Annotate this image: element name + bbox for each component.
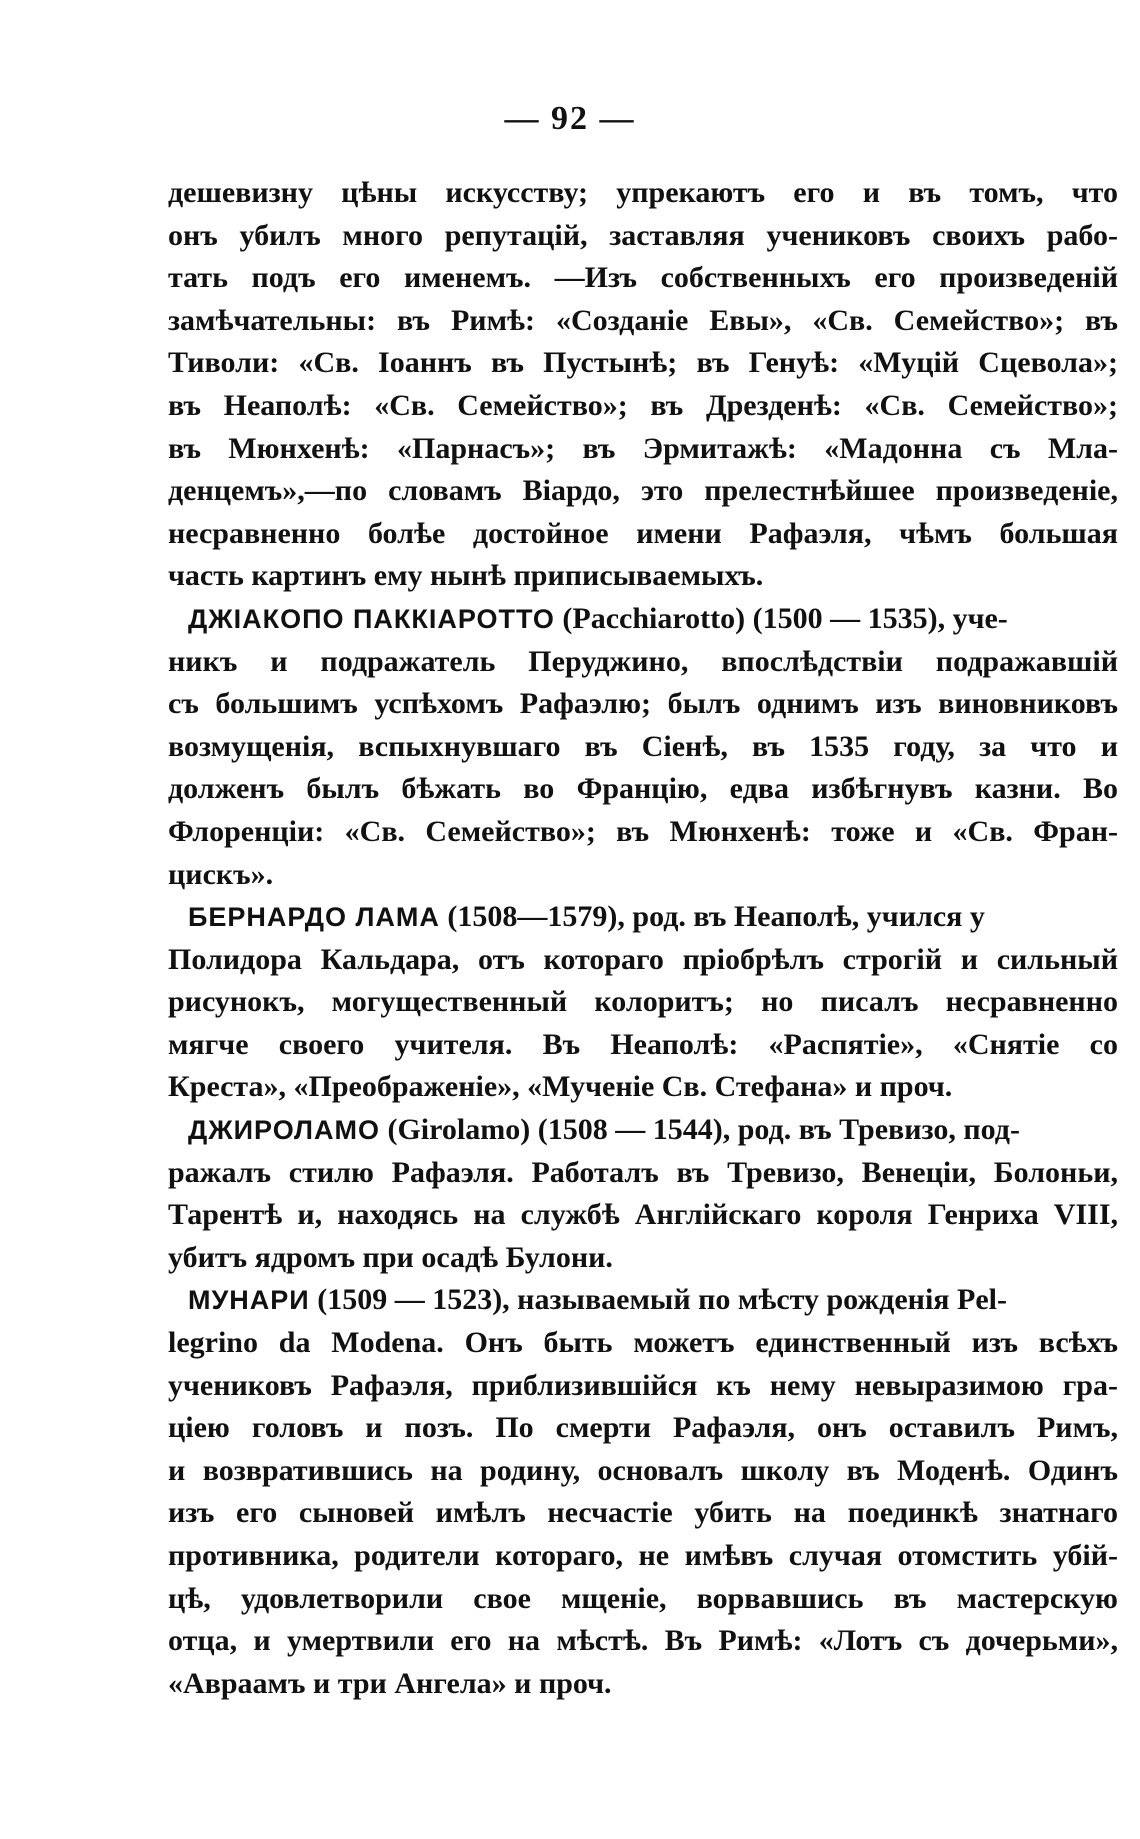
paragraph bbox=[168, 1109, 1118, 1279]
text-line: Креста», «Преображеніе», «Мученіе Св. Стефана» и проч. bbox=[168, 1070, 953, 1104]
text-line: Тарентѣ и, находясь на службѣ Англійскаго короля Генриха VIII, bbox=[168, 1198, 1118, 1232]
text-fragment: (Pacchiarotto) (1500 — 1535), уче- bbox=[554, 601, 1008, 635]
page-number: — 92 — bbox=[504, 100, 636, 137]
text-line: въ Мюнхенѣ: «Парнасъ»; въ Эрмитажѣ: «Мадонна съ Мла- bbox=[168, 431, 1118, 465]
paragraph bbox=[168, 1279, 1118, 1705]
artist-name: БЕРНАРДО ЛАМА bbox=[188, 902, 440, 933]
text-line bbox=[168, 896, 1118, 939]
body-text bbox=[168, 172, 1118, 1705]
text-line: противника, родители котораго, не имѣвъ случая отомстить убій- bbox=[168, 1539, 1118, 1572]
text-line bbox=[168, 598, 1118, 641]
text-line bbox=[168, 1279, 1118, 1322]
text-fragment: (Girolamo) (1508 — 1544), род. въ Тревизо, под- bbox=[379, 1113, 1020, 1147]
text-line: отца, и умертвили его на мѣстѣ. Въ Римѣ: «Лотъ съ дочерьми», bbox=[168, 1624, 1118, 1658]
text-line: цискъ». bbox=[168, 857, 274, 891]
text-line: Флоренціи: «Св. Семейство»; въ Мюнхенѣ: тоже и «Св. Фран- bbox=[168, 814, 1118, 848]
text-line: мягче своего учителя. Въ Неаполѣ: «Распятіе», «Снятіе со bbox=[168, 1027, 1118, 1061]
text-line: Тиволи: «Св. Іоаннъ въ Пустынѣ; въ Генуѣ: «Муцій Сцевола»; bbox=[168, 346, 1118, 380]
text-line: цѣ, удовлетворили свое мщеніе, ворвавшись въ мастерскую bbox=[168, 1581, 1118, 1615]
text-line: учениковъ Рафаэля, приблизившійся къ нему невыразимою гра- bbox=[168, 1368, 1118, 1402]
text-line: ражалъ стилю Рафаэля. Работалъ въ Тревизо, Венеціи, Болоньи, bbox=[168, 1155, 1118, 1189]
text-line: тать подъ его именемъ. —Изъ собственныхъ его произведеній bbox=[168, 261, 1118, 295]
paragraph bbox=[168, 598, 1118, 896]
text-line: въ Неаполѣ: «Св. Семейство»; въ Дрезденѣ: «Св. Семейство»; bbox=[168, 388, 1118, 422]
text-line: дешевизну цѣны искусству; упрекаютъ его и въ томъ, что bbox=[168, 176, 1118, 209]
text-line: Полидора Кальдара, отъ котораго пріобрѣлъ строгій и сильный bbox=[168, 942, 1118, 976]
text-line: замѣчательны: въ Римѣ: «Созданіе Евы», «Св. Семейство»; въ bbox=[168, 303, 1118, 337]
text-line: изъ его сыновей имѣлъ несчастіе убить на поединкѣ знатнаго bbox=[168, 1496, 1118, 1530]
text-line: legrino da Modena. Онъ быть можетъ единственный изъ всѣхъ bbox=[168, 1326, 1118, 1360]
artist-name: МУНАРИ bbox=[188, 1285, 310, 1316]
text-line: и возвратившись на родину, основалъ школу въ Моденѣ. Одинъ bbox=[168, 1453, 1118, 1487]
text-line: «Авраамъ и три Ангела» и проч. bbox=[168, 1666, 612, 1700]
text-line: онъ убилъ много репутацій, заставляя учениковъ своихъ рабо- bbox=[168, 218, 1118, 252]
text-line: никъ и подражатель Перуджино, впослѣдствіи подражавшій bbox=[168, 644, 1118, 678]
text-line bbox=[168, 1109, 1118, 1152]
text-line: несравненно болѣе достойное имени Рафаэля, чѣмъ большая bbox=[168, 516, 1118, 550]
text-line: съ большимъ успѣхомъ Рафаэлю; былъ однимъ изъ виновниковъ bbox=[168, 687, 1118, 721]
paragraph bbox=[168, 172, 1118, 598]
text-line: денцемъ»,—по словамъ Віардо, это прелестнѣйшее произведеніе, bbox=[168, 474, 1118, 508]
artist-name: ДЖІАКОПО ПАККІАРОТТО bbox=[188, 603, 555, 634]
text-line: долженъ былъ бѣжать во Францію, едва избѣгнувъ казни. Во bbox=[168, 772, 1118, 806]
text-fragment: (1509 — 1523), называемый по мѣсту рожденія Pel- bbox=[309, 1283, 1007, 1317]
text-line: возмущенія, вспыхнувшаго въ Сіенѣ, въ 1535 году, за что и bbox=[168, 729, 1118, 763]
artist-name: ДЖИРОЛАМО bbox=[188, 1115, 380, 1146]
text-fragment: (1508—1579), род. въ Неаполѣ, учился у bbox=[439, 900, 985, 934]
text-line: часть картинъ ему нынѣ приписываемыхъ. bbox=[168, 559, 764, 593]
text-line: убитъ ядромъ при осадѣ Булони. bbox=[168, 1240, 613, 1274]
paragraph bbox=[168, 896, 1118, 1109]
text-line: рисунокъ, могущественный колоритъ; но писалъ несравненно bbox=[168, 985, 1118, 1019]
text-line: ціею головъ и позъ. По смерти Рафаэля, онъ оставилъ Римъ, bbox=[168, 1411, 1118, 1445]
